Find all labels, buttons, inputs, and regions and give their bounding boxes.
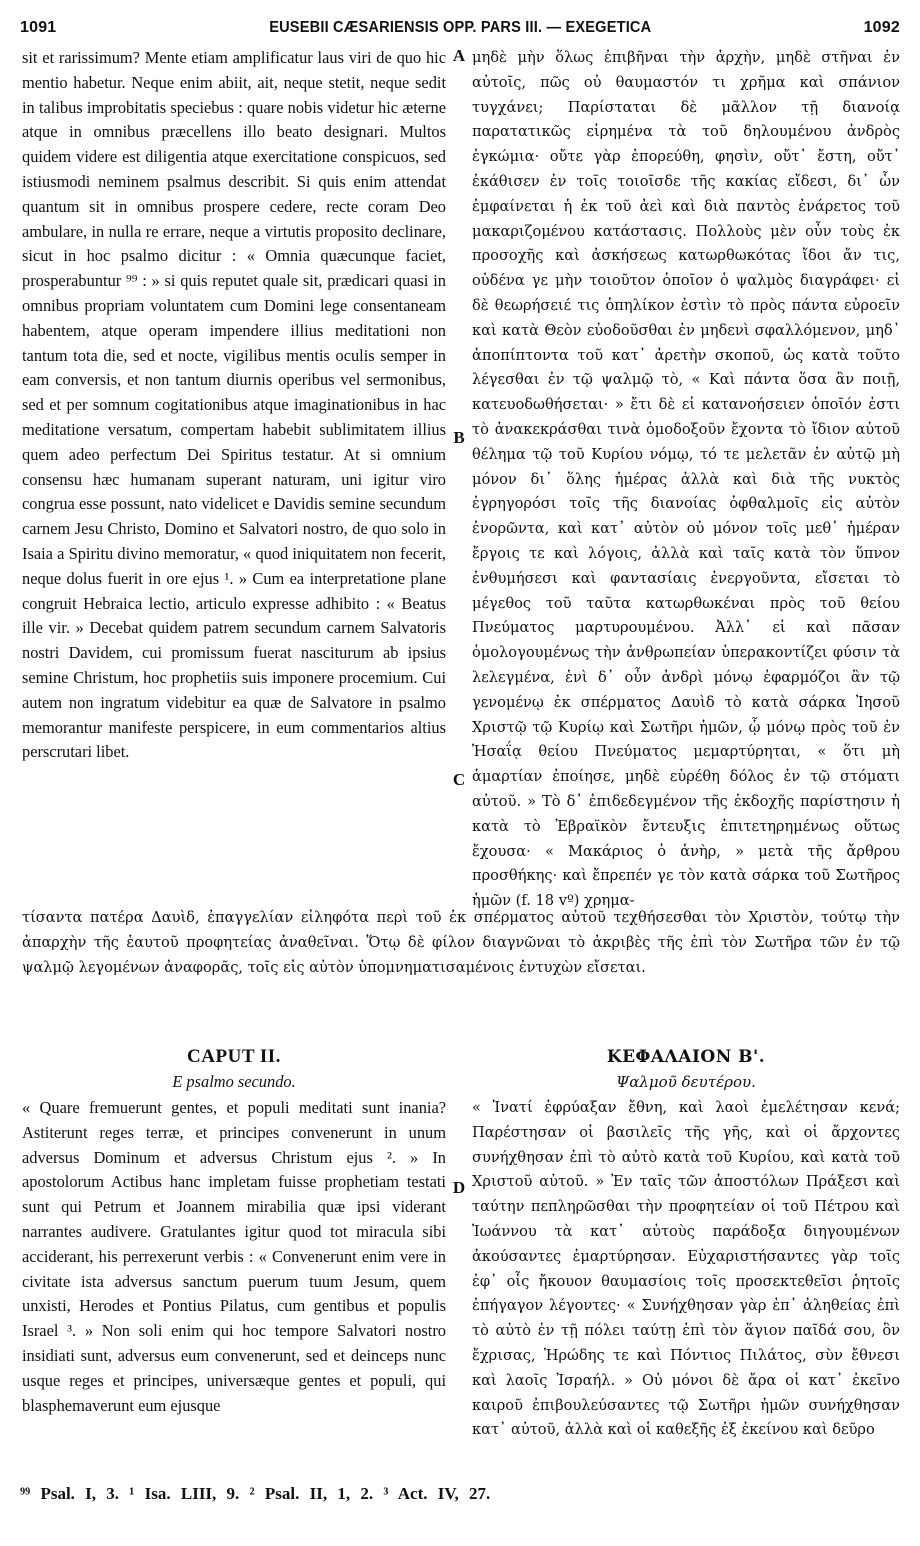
chapter-heading-latin — [22, 1044, 446, 1094]
running-title: EUSEBII CÆSARIENSIS OPP. PARS III. — EXEGETICA — [268, 19, 652, 36]
footnotes: ⁹⁹ Psal. I, 3. ¹ Isa. LIII, 9. ² Psal. II, 1, 2. ³ Act. IV, 27. — [20, 1484, 491, 1503]
latin-column-bottom — [22, 1096, 446, 1418]
chapter-title-latin: CAPUT II. — [187, 1046, 281, 1067]
chapter-title-greek: ΚΕΦΑΛΑΙΟΝ Β'. — [606, 1047, 766, 1067]
latin-paragraph-top: sit et rarissimum? Mente etiam amplificatur laus viri de quo hic mentio habetur. Neque enim abiit, ait, neque stetit, neque sedit in talibus improbitatis speciebus : quare nobis videtur hic æterne atque in omnibus præcellens illo beato designari. Multos quidem videre est diligentia atque exercitatione conspicuos, sed istiusmodi neminem psalmus describit. Si quis enim attendat quantum sit in omnibus prospere cedere, recte coram Deo ambulare, in nulla re errare, neque a virtutis proposito declinare, sicut in hoc psalmo dicitur : « Omnia quæcunque faciet, prosperabuntur ⁹⁹ : » si quis reputet quale sit, prædicari quasi in omnibus propriam voluntatem cum Domini lege consentaneam habentem, atque operam impendere illius meditationi non tantum tota die, sed et nocte, vigilibus mentis oculis semper in eam conversis, et non tantum diurnis operibus vel sermonibus, sed et per somnum cogitationibus atque imaginationibus in hac meditatione versatum, compertam habebit sublimitatem illius quem adeo perfectum Dei Spiritus testatur. At si omnium consensu hæc humanam superant naturam, uni igitur viro congrua esse possunt, nato videlicet e Davidis semine secundum carnem Jesu Christo, Domino et Salvatori nostro, de quo solo in Isaia a Spiritu divino memoratur, « quod iniquitatem non fecerit, neque dolus fuerit in ore ejus ¹. » Cum ea interpretatione plane congruit Hebraica lectio, articulo expresse adhibito : « Beatus ille vir. » Decebat quidem patrem secundum carnem Salvatoris nostri Davidem, cui promissum fuerat nasciturum ab ipsius semine Christum, hoc prophetiis suis imponere procemium. Cui autem non ingratum videbitur ea quæ de Salvatore in psalmo memorantur manifeste perspicere, in eum commentarios altius perscrutari libet. — [22, 48, 446, 762]
greek-paragraph-top: μηδὲ μὴν ὅλως ἐπιβῆναι τὴν ἀρχὴν, μηδὲ στῆναι ἐν αὐτοῖς, πῶς οὐ θαυμαστόν τι χρῆμα καὶ σπάνιον τυγχάνει; Παρίσταται δὲ μᾶλλον τῇ διανοίᾳ παρατατικῶς εἰρημένα τὰ τοῦ δηλουμένου ἀνδρὸς ἐγκώμια· οὔτε γὰρ ἐπορεύθη, φησὶν, οὔτ᾽ ἔστη, οὔτ᾽ ἐκάθισεν ἐν τοῖς τοιοῖσδε τῆς κακίας εἴδεσι, δι᾽ ὧν ἐμφαίνεται ἡ ἐκ τοῦ ἀεὶ καὶ διὰ παντὸς ἐνάρετος τοῦ μακαριζομένου κατάστασις. Πολλοὺς μὲν οὖν τοὺς ἐκ προσοχῆς καὶ ἀσκήσεως κατωρθωκότας ἴδοι ἄν τις, οὐδένα γε μὴν τοιοῦτον ὁποῖον ὁ ψαλμὸς διαγράφει· εἰ δὲ θεωρήσειέ τις ὁπηλίκον ἐστὶν τὸ πρὸς πάντα εὐροεῖν καὶ κατὰ Θεὸν εὐοδοῦσθαι ἐν μηδενὶ σφαλλόμενον, μηδ᾽ ἀποπίπτοντα τοῦ κατ᾽ ἀρετὴν σκοποῦ, ὡς κατὰ τοῦτο λέγεσθαι ἐν τῷ ψαλμῷ τὸ, « Καὶ πάντα ὅσα ἂν ποιῇ, κατευοδωθήσεται· » ἔτι δὲ εἰ κατανοήσειεν ὁποῖόν ἐστι τὸ ἀνακεκράσθαι τινὰ ὁμοδοξοῦν ἔχοντα τὸ ἴδιον αὐτοῦ θέλημα τῷ τοῦ Κυρίου νόμῳ, τό τε μελετᾶν ἐν αὐτῷ μὴ μόνον δι᾽ ὅλης ἡμέρας ἀλλὰ καὶ διὰ τῆς νυκτὸς ἐγρηγορόσι τοῖς τῆς διανοίας ὀφθαλμοῖς εἰς αὐτὸν ἐνορῶντα, καὶ κατ᾽ αὐτὸν οὐ μόνον τοῖς μεθ᾽ ἡμέραν ἔργοις τε καὶ λόγοις, ἀλλὰ καὶ ταῖς κατὰ τὸν ὕπνον ἐνθυμήσεσι καὶ φαντασίαις ἐνεργοῦντα, εἴσεται τὸ μέγεθος τοῦ ταῦτα κατωρθωκέναι πρὸς τοῦ θείου Πνεύματος μαρτυρουμένου. Ἀλλ᾽ εἰ καὶ πᾶσαν ὁμολογουμένως τὴν ἀνθρωπείαν ὑπερακοντίζει φύσιν τὰ λελεγμένα, ἑνὶ δ᾽ οὖν ἀνδρὶ μόνῳ ἐφαρμόζοι ἂν τῷ γενομένῳ ἐκ σπέρματος Δαυὶδ τὸ κατὰ σάρκα Ἰησοῦ Χριστῷ τῷ Κυρίῳ καὶ Σωτῆρι ἡμῶν, ᾧ μόνῳ πρὸς τοῦ ἐν Ἡσαΐᾳ θείου Πνεύματος μεμαρτύρηται, « ὅτι μὴ ἁμαρτίαν ἐποίησε, μηδὲ εὑρέθη δόλος ἐν τῷ στόματι αὐτοῦ. » Τὸ δ᾽ ἐπιδεδεγμένον τῆς ἐκδοχῆς παρίστησιν ἡ κατὰ τὸ Ἑβραϊκὸν ἔντευξις ἐπιτετηρημένως οὕτως ἔχουσα· « Μακάριος ὁ ἀνὴρ, » μετὰ τῆς ἄρθρου προσθήκης· καὶ ἔπρεπέν γε τὸν κατὰ σάρκα τοῦ Σωτῆρος ἡμῶν (f. 18 vº) χρημα- — [472, 49, 900, 910]
margin-letter-d: D — [452, 1178, 466, 1197]
greek-paragraph-bottom: « Ἱνατί ἐφρύαξαν ἔθνη, καὶ λαοὶ ἐμελέτησαν κενά; Παρέστησαν οἱ βασιλεῖς τῆς γῆς, καὶ οἱ ἄρχοντες συνήχθησαν ἐπὶ τὸ αὐτὸ κατὰ τοῦ Κυρίου, καὶ κατὰ τοῦ Χριστοῦ αὐτοῦ. » Ἐν ταῖς τῶν ἀποστόλων Πράξεσι καὶ ταύτην πεπληρῶσθαι τὴν προφητείαν οἱ τοῦ Πέτρου καὶ Ἰωάννου τὰ κατ᾽ αὐτοὺς παράδοξα διηγουμένων ἀκούσαντες ἐμαρτύρησαν. Εὐχαριστήσαντες γὰρ τοῖς ἐφ᾽ οἷς ἤκουον θαυμασίοις τοῖς προσεκτεθεῖσι ῥητοῖς ἐπήγαγον λέγοντες· « Συνήχθησαν γὰρ ἐπ᾽ ἀληθείας ἐπὶ τὸ αὐτὸ ἐν τῇ πόλει ταύτῃ ἐπὶ τὸν ἅγιον παῖδά σου, ὃν ἔχρισας, Ἡρώδης τε καὶ Πόντιος Πιλάτος, σὺν ἔθνεσι καὶ λαοῖς Ἰσραήλ. » Οὐ μόνοι δὲ ἄρα οἱ κατ᾽ ἐκεῖνο καιροῦ ἐπιβουλεύσαντες τῷ Σωτῆρι ἡμῶν συνήχθησαν κατ᾽ αὐτοῦ, ἀλλὰ καὶ οἱ καθεξῆς ἐξ ἐκείνου καὶ δεῦρο — [472, 1099, 900, 1439]
margin-letter-a: A — [452, 46, 466, 65]
margin-letter-c: C — [452, 770, 466, 789]
greek-column-top — [472, 46, 900, 914]
chapter-subtitle-latin: E psalmo secundo. — [172, 1072, 296, 1091]
running-head — [20, 14, 900, 42]
latin-paragraph-bottom: « Quare fremuerunt gentes, et populi meditati sunt inania? Astiterunt reges terræ, et principes convenerunt in unum adversus Dominum et adversus Christum ejus ². » In apostolorum Actibus hanc impletam fuisse prophetiam testati sunt qui Petrum et Joannem mirabilia quæ ipsi viderant narrantes audivere. Gratulantes igitur quod tot miracula sibi acciderant, his perrexerunt verbis : « Convenerunt enim vere in civitate ista adversus sanctum puerum tuum Jesum, quem unxisti, Herodes et Pontius Pilatus, cum gentibus et populis Israel ³. » Non soli enim qui hoc tempore Salvatori nostro insidiati sunt, adversus eum convenerunt, sed et deinceps nunc usque reges et principes, universæque gentes et populi, qui blasphemaverunt eum ejusque — [22, 1098, 446, 1415]
greek-column-bottom — [472, 1096, 900, 1443]
page-number-left: 1091 — [20, 19, 57, 36]
margin-letter-b: B — [453, 428, 465, 447]
latin-column-top — [22, 46, 446, 765]
greek-full-width-continuation: τίσαντα πατέρα Δαυὶδ, ἐπαγγελίαν εἰληφότα περὶ τοῦ ἐκ σπέρματος αὐτοῦ τεχθήσεσθαι τὸν Χριστὸν, τούτῳ τὴν ἀπαρχὴν τῆς ἑαυτοῦ προφητείας ἀναθεῖναι. Ὅτῳ δὲ φίλον διαγνῶναι τὸ ἀκριβὲς τῆς ἐπὶ τὸν Σωτῆρα τῶν ἐν τῷ ψαλμῷ λεγομένων ἀναφορᾶς, τοῖς εἰς αὐτὸν ὑπομνηματισαμένοις ἐντυχὼν εἴσεται. — [22, 909, 900, 976]
chapter-subtitle-greek: Ψαλμοῦ δευτέρου. — [616, 1073, 756, 1091]
page-number-right: 1092 — [863, 19, 900, 36]
chapter-heading-greek — [472, 1044, 900, 1094]
